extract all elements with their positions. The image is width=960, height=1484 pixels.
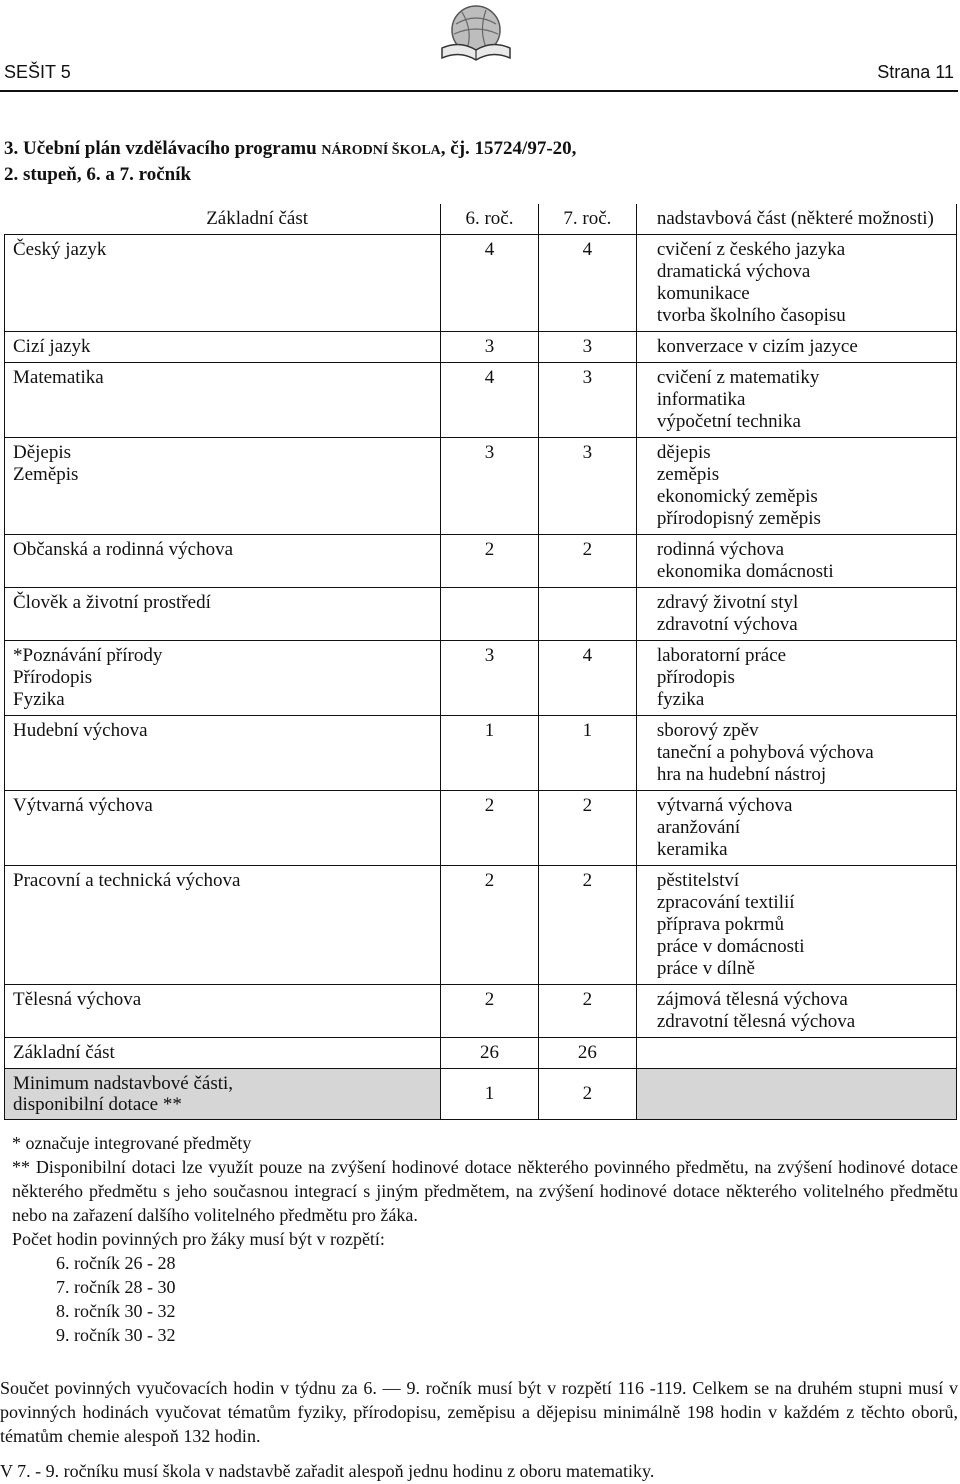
extension-option: cvičení z matematiky [656, 367, 820, 388]
table-row [5, 363, 957, 438]
minimum-extension [636, 1069, 956, 1120]
extension-cell [636, 588, 956, 641]
grade6-hours: 2 [441, 791, 539, 866]
grade7-hours: 3 [538, 438, 636, 535]
grade6-hours: 4 [441, 363, 539, 438]
subject-cell [5, 332, 441, 363]
grade7-hours: 2 [538, 866, 636, 985]
grade7-hours: 4 [538, 641, 636, 716]
total-label: Základní část [5, 1038, 441, 1069]
grade7-hours: 2 [538, 791, 636, 866]
table-row [5, 535, 957, 588]
total-grade7: 26 [538, 1038, 636, 1069]
extension-option: laboratorní práce [656, 645, 787, 666]
extension-option: příprava pokrmů [656, 914, 784, 935]
extension-option: ekonomika domácnosti [656, 561, 834, 582]
table-row [5, 716, 957, 791]
extension-option: komunikace [656, 283, 750, 304]
extension-cell [636, 332, 956, 363]
extension-cell [636, 641, 956, 716]
table-row [5, 641, 957, 716]
note-dotation: ** Disponibilní dotaci lze využít pouze na zvýšení hodinové dotace některého povinného předmětu, na zvýšení hodinové dotace některého předmětu s jeho současnou integrací s jiným předmětem, na zvýšení hodinové dotace některého volitelného předmětu nebo na zařazení dalšího volitelného předmětu pro žáka. [12, 1157, 958, 1225]
range-item: 9. ročník 30 - 32 [56, 1325, 176, 1345]
table-row [5, 438, 957, 535]
table-row [5, 235, 957, 332]
total-row [5, 1038, 957, 1069]
section-title: 3. Učební plán vzdělávacího programu NÁRODNÍ ŠKOLA, čj. 15724/97-20, 2. stupeň, 6. a 7. ročník [4, 138, 577, 185]
extension-option: zpracování textilií [656, 892, 795, 913]
subject-name: Fyzika [13, 689, 65, 710]
extension-cell [636, 235, 956, 332]
grade7-hours: 3 [538, 332, 636, 363]
subject-name: Přírodopis [13, 667, 93, 688]
subject-cell [5, 235, 441, 332]
extension-option: dramatická výchova [656, 261, 811, 282]
extension-option: taneční a pohybová výchova [656, 742, 874, 763]
subject-name: Matematika [13, 367, 104, 388]
subject-cell [5, 641, 441, 716]
extension-option: přírodopisný zeměpis [656, 508, 821, 529]
grade6-hours: 3 [441, 332, 539, 363]
extension-option: fyzika [656, 689, 705, 710]
extension-option: ekonomický zeměpis [656, 486, 818, 507]
minimum-label: Minimum nadstavbové části, disponibilní dotace ** [5, 1069, 441, 1120]
table-row [5, 866, 957, 985]
final-paragraph: V 7. - 9. ročníku musí škola v nadstavbě zařadit alespoň jednu hodinu z oboru matematiky. [0, 1461, 655, 1481]
subject-cell [5, 866, 441, 985]
extension-option: hra na hudební nástroj [656, 764, 827, 785]
table-row [5, 791, 957, 866]
extension-option: zdravotní výchova [656, 614, 798, 635]
header-extension: nadstavbová část (některé možnosti) [636, 204, 956, 235]
subject-name: Hudební výchova [13, 720, 148, 741]
extension-option: práce v dílně [656, 958, 755, 979]
subject-name: Zeměpis [13, 464, 79, 485]
extension-cell [636, 438, 956, 535]
subject-cell [5, 791, 441, 866]
subject-name: Tělesná výchova [13, 989, 142, 1010]
extension-cell [636, 791, 956, 866]
extension-option: cvičení z českého jazyka [656, 239, 846, 260]
table-row [5, 332, 957, 363]
subject-cell [5, 438, 441, 535]
subject-name: Cizí jazyk [13, 336, 91, 357]
extension-option: dějepis [656, 442, 711, 463]
header-section: SEŠIT 5 [4, 62, 71, 82]
subject-name: Výtvarná výchova [13, 795, 153, 816]
subject-name: Pracovní a technická výchova [13, 870, 241, 891]
extension-cell [636, 985, 956, 1038]
grade6-hours: 2 [441, 866, 539, 985]
extension-option: výtvarná výchova [656, 795, 793, 816]
extension-option: zeměpis [656, 464, 720, 485]
minimum-grade6: 1 [441, 1069, 539, 1120]
extension-option: konverzace v cizím jazyce [656, 336, 858, 357]
grade7-hours [538, 588, 636, 641]
grade7-hours: 4 [538, 235, 636, 332]
extension-cell [636, 716, 956, 791]
minimum-grade7: 2 [538, 1069, 636, 1120]
extension-option: keramika [656, 839, 728, 860]
extension-option: tvorba školního časopisu [656, 305, 846, 326]
header-basic: Základní část [5, 204, 441, 235]
extension-option: přírodopis [656, 667, 735, 688]
minimum-row [5, 1069, 957, 1120]
extension-option: zájmová tělesná výchova [656, 989, 848, 1010]
extension-cell [636, 866, 956, 985]
subject-cell [5, 363, 441, 438]
extension-option: práce v domácnosti [656, 936, 805, 957]
total-extension [636, 1038, 956, 1069]
range-item: 6. ročník 26 - 28 [56, 1253, 176, 1273]
subject-cell [5, 716, 441, 791]
subject-name: Dějepis [13, 442, 72, 463]
grade6-hours: 1 [441, 716, 539, 791]
header-grade7: 7. roč. [538, 204, 636, 235]
note-integrated: * označuje integrované předměty [12, 1133, 252, 1153]
grade7-hours: 3 [538, 363, 636, 438]
extension-option: rodinná výchova [656, 539, 784, 560]
globe-book-logo [436, 2, 516, 64]
table-header-row [5, 204, 957, 235]
grade7-hours: 2 [538, 535, 636, 588]
subject-name: Občanská a rodinná výchova [13, 539, 234, 560]
grade6-hours: 2 [441, 535, 539, 588]
subject-cell [5, 985, 441, 1038]
header-grade6: 6. roč. [441, 204, 539, 235]
extension-cell [636, 535, 956, 588]
extension-option: aranžování [656, 817, 741, 838]
extension-option: sborový zpěv [656, 720, 759, 741]
curriculum-table [4, 204, 957, 1120]
subject-cell [5, 535, 441, 588]
extension-option: pěstitelství [656, 870, 740, 891]
subject-cell [5, 588, 441, 641]
header-page: Strana 11 [877, 62, 954, 82]
grade7-hours: 2 [538, 985, 636, 1038]
grade6-hours [441, 588, 539, 641]
total-grade6: 26 [441, 1038, 539, 1069]
grade6-hours: 3 [441, 641, 539, 716]
grade7-hours: 1 [538, 716, 636, 791]
table-row [5, 588, 957, 641]
range-item: 8. ročník 30 - 32 [56, 1301, 176, 1321]
extension-option: výpočetní technika [656, 411, 801, 432]
footnotes [0, 1131, 958, 1347]
table-row [5, 985, 957, 1038]
subject-name: *Poznávání přírody [13, 645, 163, 666]
grade6-hours: 3 [441, 438, 539, 535]
grade6-hours: 2 [441, 985, 539, 1038]
extension-option: zdravý životní styl [656, 592, 799, 613]
summary-paragraph: Součet povinných vyučovacích hodin v týdnu za 6. — 9. ročník musí být v rozpětí 116 -119. Celkem se na druhém stupni musí v povinných hodinách vyučovat tématům fyziky, přírodopisu, zeměpisu a dějepisu minimálně 198 hodin v každém z těchto oborů, tématům chemie alespoň 132 hodin. [0, 1378, 958, 1446]
range-item: 7. ročník 28 - 30 [56, 1277, 176, 1297]
extension-option: zdravotní tělesná výchova [656, 1011, 856, 1032]
extension-option: informatika [656, 389, 746, 410]
note-range-title: Počet hodin povinných pro žáky musí být v rozpětí: [12, 1229, 385, 1249]
grade6-hours: 4 [441, 235, 539, 332]
header-rule [0, 90, 958, 92]
subject-name: Český jazyk [13, 239, 107, 260]
subject-name: Člověk a životní prostředí [13, 592, 211, 613]
extension-cell [636, 363, 956, 438]
